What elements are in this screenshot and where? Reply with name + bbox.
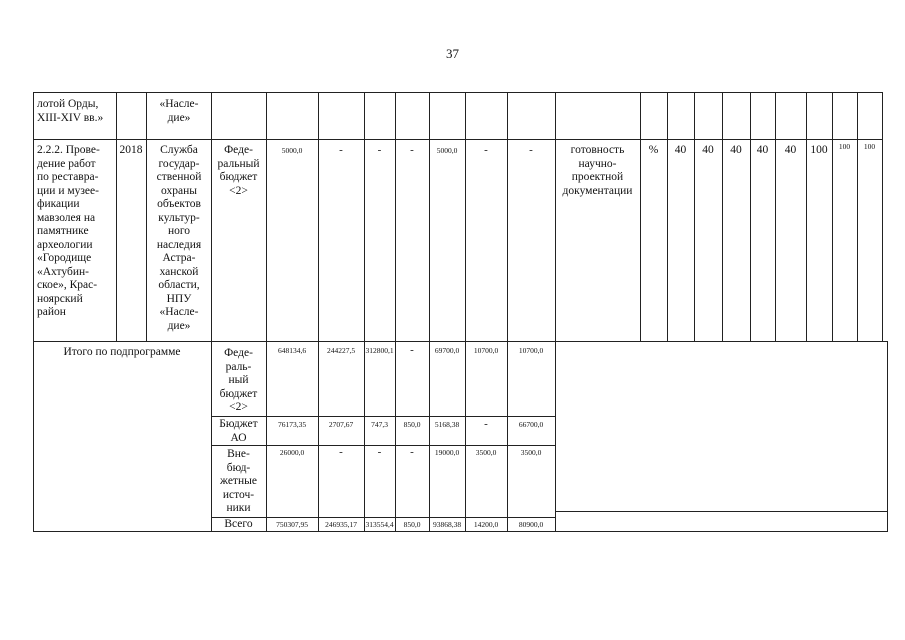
- total-value-cell: 69700,0: [434, 346, 460, 355]
- value-cell: -: [377, 144, 382, 156]
- total-value-cell: 80900,0: [518, 520, 544, 529]
- column-divider: [364, 92, 365, 532]
- total-value-cell: 5168,38: [434, 420, 460, 429]
- target-cell: 100: [863, 142, 876, 151]
- total-value-cell: 850,0: [403, 520, 421, 529]
- column-divider: [640, 92, 641, 342]
- continuation-executor-cell: «Насле- дие»: [159, 98, 199, 124]
- total-value-cell: -: [339, 446, 343, 458]
- column-divider: [116, 92, 117, 342]
- total-value-cell: 10700,0: [473, 346, 499, 355]
- column-divider: [694, 92, 695, 342]
- target-cell: 40: [730, 144, 742, 156]
- continuation-event-cell: лотой Орды, XIII-XIV вв.»: [37, 98, 104, 124]
- total-value-cell: 850,0: [403, 420, 421, 429]
- table-bottom-line: [33, 531, 888, 532]
- value-cell: 5000,0: [281, 146, 303, 155]
- column-divider: [722, 92, 723, 342]
- total-value-cell: 66700,0: [518, 420, 544, 429]
- column-divider: [775, 92, 776, 342]
- column-divider: [33, 92, 34, 532]
- page-number: 37: [446, 46, 459, 61]
- total-value-cell: 14200,0: [473, 520, 499, 529]
- target-cell: 40: [784, 144, 797, 156]
- event-description-cell: 2.2.2. Прове- дение работ по реставра- ции и музее- фикации мавзолея на памятнике археологии «Городище «Ахтубин- ское», Крас- ноярский район: [37, 144, 100, 318]
- total-source-cell: Вне- бюд- жетные источ- ники: [220, 448, 257, 514]
- row-divider: [33, 139, 882, 140]
- total-value-cell: -: [484, 418, 488, 430]
- table-top-line: [33, 92, 882, 93]
- total-source-cell: Всего: [224, 518, 253, 530]
- total-value-cell: 3500,0: [520, 448, 542, 457]
- row-divider: [555, 511, 888, 512]
- target-cell: 40: [702, 144, 714, 156]
- total-value-cell: 244227,5: [326, 346, 356, 355]
- total-value-cell: 2707,67: [328, 420, 354, 429]
- total-value-cell: 3500,0: [475, 448, 497, 457]
- value-cell: -: [410, 144, 414, 156]
- subprogram-total-label: Итого по подпрограмме: [63, 346, 181, 358]
- column-divider: [507, 92, 508, 532]
- target-cell: 100: [838, 142, 851, 151]
- total-value-cell: 246935,17: [325, 520, 357, 529]
- column-divider: [832, 92, 833, 342]
- total-value-cell: 19000,0: [434, 448, 460, 457]
- row-divider: [211, 416, 556, 417]
- row-divider: [33, 341, 888, 342]
- column-divider: [857, 92, 858, 342]
- value-cell: -: [339, 144, 343, 156]
- value-cell: 5000,0: [436, 146, 458, 155]
- year-cell: 2018: [119, 144, 143, 156]
- total-value-cell: 93868,38: [432, 520, 462, 529]
- total-value-cell: -: [410, 446, 414, 458]
- column-divider: [429, 92, 430, 532]
- total-value-cell: -: [410, 344, 414, 356]
- target-cell: 40: [674, 144, 687, 156]
- total-value-cell: -: [377, 446, 382, 458]
- value-cell: -: [484, 144, 488, 156]
- total-value-cell: 747,3: [371, 420, 388, 429]
- target-cell: 40: [756, 144, 769, 156]
- total-source-cell: Феде- раль- ный бюджет <2>: [219, 347, 258, 413]
- executor-cell: Служба государ- ственной охраны объектов культур- ного наследия Астра- ханской области, НПУ «Насле- дие»: [156, 144, 202, 332]
- total-value-cell: 10700,0: [518, 346, 544, 355]
- column-divider: [465, 92, 466, 532]
- column-divider: [266, 92, 267, 532]
- target-cell: 100: [810, 144, 828, 156]
- column-divider: [395, 92, 396, 532]
- total-value-cell: 648134,6: [277, 346, 307, 355]
- column-divider: [667, 92, 668, 342]
- total-value-cell: 313554,4: [365, 520, 394, 529]
- column-divider: [882, 92, 883, 342]
- total-value-cell: 750307,95: [276, 520, 308, 529]
- total-value-cell: 26000,0: [279, 448, 305, 457]
- total-source-cell: Бюджет АО: [219, 418, 258, 444]
- unit-cell: %: [648, 144, 659, 156]
- value-cell: -: [529, 144, 533, 156]
- column-divider: [750, 92, 751, 342]
- column-divider: [806, 92, 807, 342]
- indicator-cell: готовность научно- проектной документации: [562, 144, 633, 197]
- total-value-cell: 312800,1: [365, 346, 394, 355]
- funding-source-cell: Феде- ральный бюджет <2>: [217, 144, 260, 197]
- column-divider: [318, 92, 319, 532]
- total-value-cell: 76173,35: [277, 420, 307, 429]
- column-divider: [887, 341, 888, 532]
